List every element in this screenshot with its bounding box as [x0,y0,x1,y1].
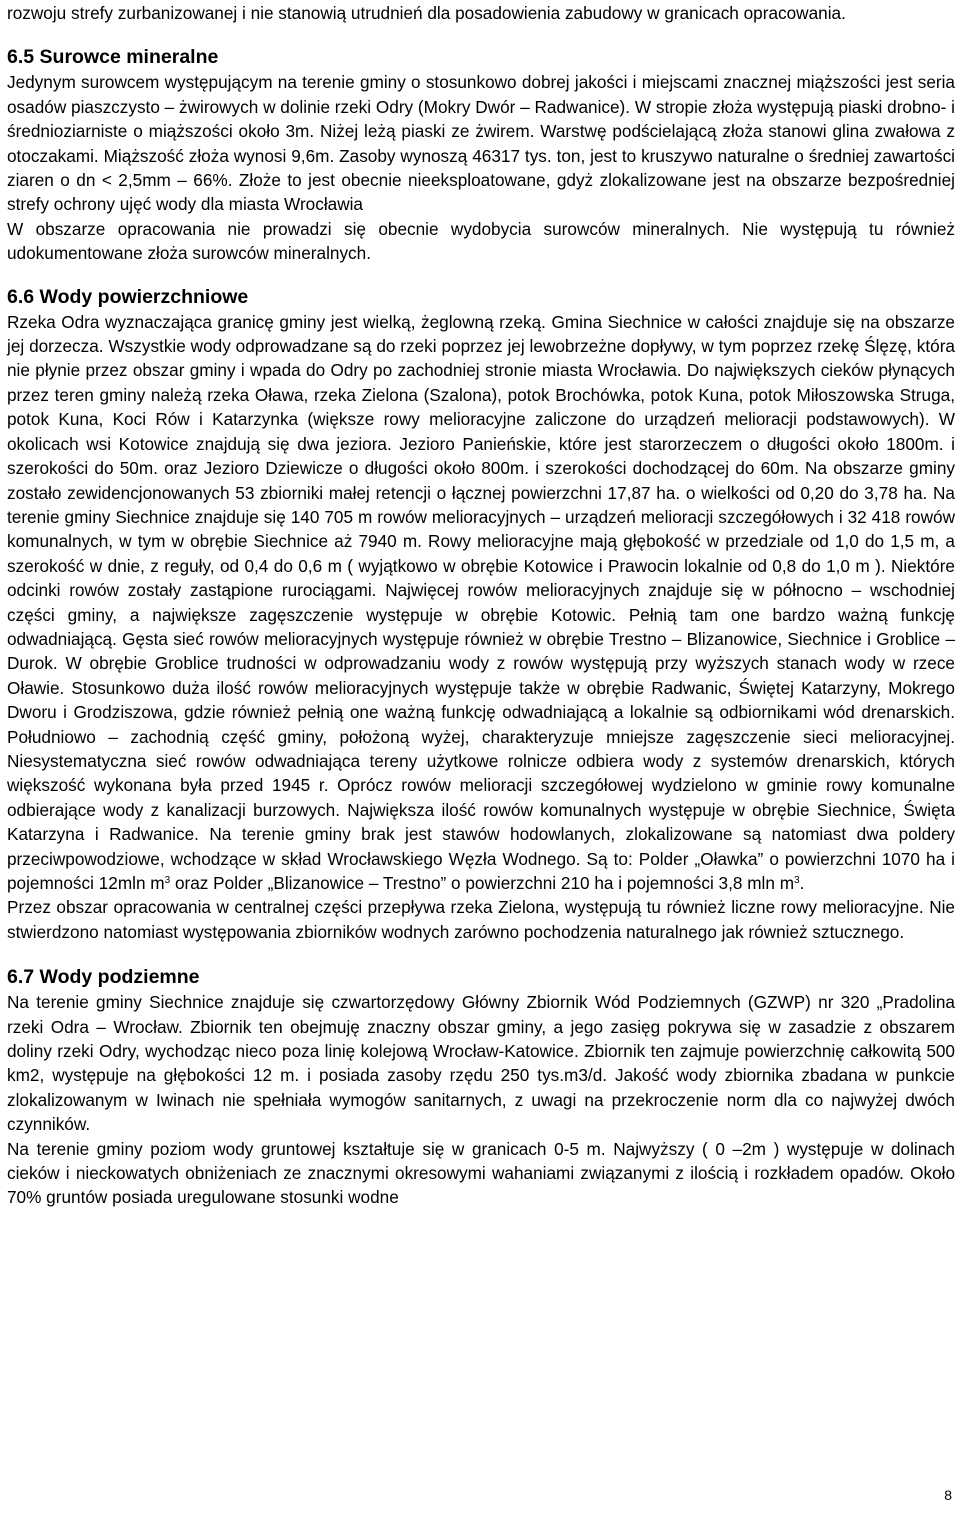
wody-powierzchniowe-paragraph [7,310,955,896]
intro-paragraph: rozwoju strefy zurbanizowanej i nie stanowią utrudnień dla posadowienia zabudowy w granicach opracowania. [7,3,846,23]
surowce-paragraph-2: W obszarze opracowania nie prowadzi się obecnie wydobycia surowców mineralnych. Nie występują tu również udokumentowane złoża surowców mineralnych. [7,218,955,264]
section-heading-wody-podziemne: 6.7 Wody podziemne [7,966,200,989]
wody-powierzchniowe-paragraph-2: Przez obszar opracowania w centralnej części przepływa rzeka Zielona, występują tu również liczne rowy melioracyjne. Nie stwierdzono natomiast występowania zbiorników wodnych zarówno pochodzenia naturalnego jak również sztucznego. [7,897,955,942]
text-run: oraz Polder „Blizanowice – Trestno” o powierzchni 210 ha i pojemności 3,8 mln m [170,873,795,893]
superscript: 3 [794,875,800,886]
wody-podziemne-paragraph: Na terenie gminy Siechnice znajduje się czwartorzędowy Główny Zbiornik Wód Podziemnych (GZWP) nr 320 „Pradolina rzeki Odra – Wrocław. Zbiornik ten obejmuję znaczny obszar gminy, a jego zasięg pokrywa się w zasadzie z obszarem doliny rzeki Odry, wychodząc nieco poza linię kolejową Wrocław-Katowice. Zbiornik ten zajmuje powierzchnię całkowitą 500 km2, występuje na głębokości 12 m. i posiada zasoby rzędu 250 tys.m3/d. Jakość wody zbiornika zbadana w punkcie zlokalizowanym w Iwinach nie spełniała wymogów sanitarnych, z uwagi na przekroczenie norm dla co najwyżej dwóch czynników. [7,992,955,1135]
wody-podziemne-paragraph-2: Na terenie gminy poziom wody gruntowej kształtuje się w granicach 0-5 m. Najwyższy ( 0 –2m ) występuje w dolinach cieków i nieckowatych obniżeniach ze znacznymi okresowymi wahaniami związanymi z ilością i rozkładem opadów. Około 70% gruntów posiada uregulowane stosunki wodne [7,1138,955,1208]
surowce-paragraph: Jedynym surowcem występującym na terenie gminy o stosunkowo dobrej jakości i miejscami znacznej miąższości jest seria osadów piaszczysto – żwirowych w dolinie rzeki Odry (Mokry Dwór – Radwanice). W stropie złoża występują piaski drobno- i średnioziarniste o miąższości około 3m. Niżej leżą piaski ze żwirem. Warstwę podścielającą złoża stanowi glina zwałowa z otoczakami. Miąższość złoża wynosi 9,6m. Zasoby wynoszą 46317 tys. ton, jest to kruszywo naturalne o średniej zawartości ziaren o dn < 2,5mm – 66%. Złoże to jest obecnie nieeksploatowane, gdyż zlokalizowane jest na obszarze bezpośredniej strefy ochrony ujęć wody dla miasta Wrocławia [7,72,955,215]
text-run: Rzeka Odra wyznaczająca granicę gminy jest wielką, żeglowną rzeką. Gmina Siechnice w całości znajduje się na obszarze jej dorzecza. Wszystkie wody odprowadzane są do rzeki poprzez jej lewobrzeżne dopływy, w tym poprzez rzekę Ślęzę, która nie płynie przez obszar gminy i wpada do Odry po zachodniej stronie miasta Wrocławia. Do największych cieków płynących przez teren gminy należą rzeka Oława, rzeka Zielona (Szalona), potok Brochówka, potok Kuna, potok Miłoszowska Struga, potok Kuna, Koci Rów i Katarzynka (większe rowy melioracyjne zaliczone do urządzeń melioracji podstawowych). W okolicach wsi Kotowice znajdują się dwa jeziora. Jezioro Panieńskie, które jest starorzeczem o długości około 1800m. i szerokości do 50m. oraz Jezioro Dziewicze o długości około 800m. i szerokości dochodzącej do 60m. Na obszarze gminy zostało zewidencjonowanych 53 zbiorniki małej retencji o łącznej powierzchni 17,87 ha. o wielkości od 0,20 do 3,78 ha. Na terenie gminy Siechnice znajduje się 140 705 m rowów melioracyjnych – urządzeń melioracji szczegółowych i 32 418 rowów komunalnych, w tym w obrębie Siechnice aż 7940 m. Rowy melioracyjne mają głębokość w przedziale od 1,0 do 1,5 m, a szerokość w dnie, z reguły, od 0,4 do 0,6 m ( wyjątkowo w obrębie Kotowice i Prawocin lokalnie od 0,8 do 1,0 m ). Niektóre odcinki rowów zostały zastąpione rurociągami. Najwięcej rowów melioracyjnych znajduje się w północno – wschodniej części gminy, a największe zagęszczenie występuje w obrębie Kotowic. Pełnią tam one bardzo ważną funkcję odwadniającą. Gęsta sieć rowów melioracyjnych występuje również w obrębie Trestno – Blizanowice, Siechnice i Groblice – Durok. W obrębie Groblice trudności w odprowadzaniu wody z rowów występują przy wyższych stanach wody w rzece Oławie. Stosunkowo duża ilość rowów melioracyjnych występuje także w obrębie Radwanic, Świętej Katarzyny, Mokrego Dworu i Grodziszowa, gdzie również pełnią one ważną funkcję odwadniającą a lokalnie są odbiornikami wód drenarskich. Południowo – zachodnią część gminy, położoną wyżej, charakteryzuje mniejsze zagęszczenie sieci melioracyjnej. Niesystematyczna sieć rowów odwadniająca tereny użytkowe rolnicze odbiera wody z systemów drenarskich, których większość wykonana była przed 1945 r. Oprócz rowów melioracji szczegółowej wydzielono w gminie rowy komunalne odbierające wody z kanalizacji burzowych. Największa ilość rowów komunalnych występuje w obrębie Siechnice, Święta Katarzyna i Radwanice. Na terenie gminy brak jest stawów hodowlanych, zlokalizowane są natomiast dwa poldery przeciwpowodziowe, wchodzące w skład Wrocławskiego Węzła Wodnego. Są to: Polder „Oławka” o powierzchni 1070 ha i pojemności 12mln m [7,311,955,893]
section-heading-wody-powierzchniowe: 6.6 Wody powierzchniowe [7,285,249,308]
superscript: 3 [164,875,171,886]
text-run: . [799,873,805,893]
section-heading-surowce: 6.5 Surowce mineralne [7,46,219,69]
document-page [7,0,955,1210]
page-number: 8 [944,1487,952,1503]
